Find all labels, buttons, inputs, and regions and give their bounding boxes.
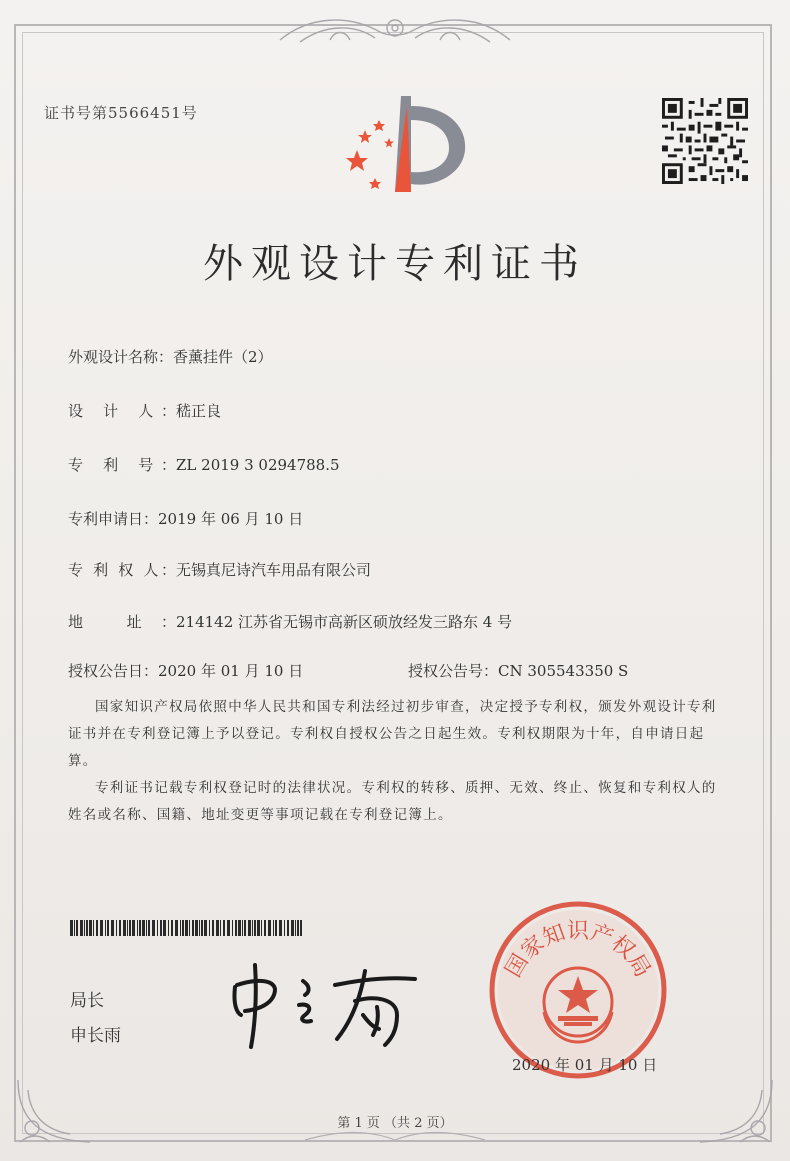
signature-icon [215,955,425,1055]
seal-date: 2020 年 01 月 10 日 [512,1056,658,1074]
filing-date-row [68,508,303,529]
patent-number-row [68,454,340,475]
design-name-row [68,346,273,367]
filing-date-label: 专利申请日： [68,510,159,528]
barcode-icon [70,920,302,936]
designer-value: 嵇正良 [176,402,222,420]
director-title: 局长 [70,991,104,1011]
grant-number-label: 授权公告号： [408,662,499,680]
bottom-right-ornament-icon [690,1070,780,1150]
patentee-value: 无锡真尼诗汽车用品有限公司 [176,561,372,579]
designer-row [68,400,221,421]
bottom-ornament-icon [300,1128,490,1150]
grant-number-value: CN 305543350 S [498,662,629,680]
patentee-row [68,559,371,580]
director-name: 申长雨 [70,1026,121,1046]
certificate-title: 外观设计专利证书 [203,241,587,287]
cnipa-logo-icon [335,92,475,200]
page-indicator: 第 1 页 （共 2 页） [337,1116,453,1131]
address-label: 地 址： [68,613,176,631]
patent-number-label: 专 利 号： [68,456,176,474]
bottom-left-ornament-icon [10,1070,100,1150]
grant-number-row [408,660,628,681]
grant-date-value: 2020 年 01 月 10 日 [158,662,304,680]
qr-code-icon [662,98,748,184]
address-value: 214142 江苏省无锡市高新区硕放经发三路东 4 号 [176,613,513,631]
top-ornament-icon [270,10,520,52]
design-name-value: 香薰挂件（2） [173,348,273,366]
patentee-label: 专 利 权 人： [68,561,176,579]
grant-date-row [68,660,303,681]
patent-number-value: ZL 2019 3 0294788.5 [176,456,340,474]
designer-label: 设 计 人： [68,402,176,420]
paragraph-grant-notice: 国家知识产权局依照中华人民共和国专利法经过初步审查，决定授予专利权，颁发外观设计专利证书并在专利登记簿上予以登记。专利权自授权公告之日起生效。专利权期限为十年，自申请日起算。 [68,699,717,769]
address-row [68,611,512,632]
certificate-number: 证书号第5566451号 [44,104,198,122]
paragraph-legal-status: 专利证书记载专利权登记时的法律状况。专利权的转移、质押、无效、终止、恢复和专利权人的姓名或名称、国籍、地址变更等事项记载在专利登记簿上。 [68,780,717,823]
seal-text: 国家知识产权局 [501,919,655,982]
filing-date-value: 2019 年 06 月 10 日 [158,510,304,528]
grant-date-label: 授权公告日： [68,662,159,680]
design-name-label: 外观设计名称： [68,348,174,366]
